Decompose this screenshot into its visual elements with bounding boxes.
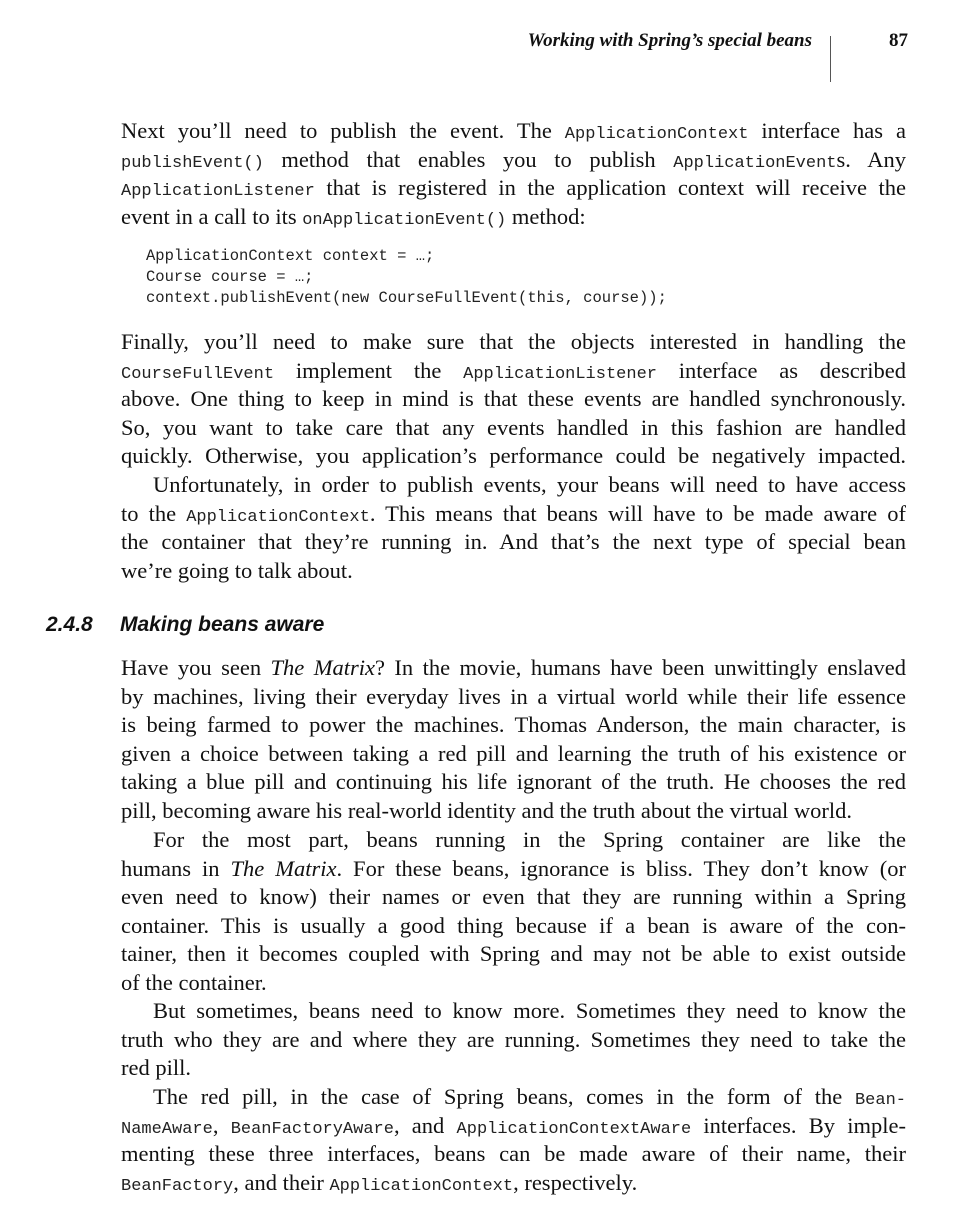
text-run: . For these beans, ignorance is bliss. They don’t know (or bbox=[336, 855, 906, 881]
text-run: interface as described bbox=[656, 357, 906, 383]
paragraph-listener bbox=[121, 328, 906, 471]
code-term: ApplicationListener bbox=[463, 364, 657, 384]
code-term: ApplicationContext bbox=[329, 1176, 514, 1196]
text-line: given a choice between taking a red pill and learning the truth of his existence or bbox=[121, 740, 906, 766]
text-line: tainer, then it becomes coupled with Spring and may not be able to exist outside bbox=[121, 941, 906, 967]
text-line: So, you want to take care that any events handled in this fashion are handled bbox=[121, 414, 906, 440]
text-run: , respectively. bbox=[513, 1169, 638, 1195]
text-line: Unfortunately, in order to publish events, your beans will need to have access bbox=[153, 472, 906, 497]
header-divider bbox=[830, 36, 831, 82]
text-line bbox=[121, 1169, 906, 1198]
text-run: . This means that beans will have to be made aware of bbox=[369, 500, 906, 526]
paragraph-publish-event bbox=[121, 117, 906, 231]
text-line: the container that they’re running in. And that’s the next type of special bean bbox=[121, 529, 906, 555]
text-line: of the container. bbox=[121, 969, 267, 995]
text-line: even need to know) their names or even that they are running within a Spring bbox=[121, 884, 906, 910]
text-run: ? In the movie, humans have been unwittingly enslaved bbox=[374, 655, 906, 680]
text-run: that is registered in the application context will receive the bbox=[314, 175, 906, 201]
text-run: , and bbox=[393, 1112, 457, 1138]
text-line: taking a blue pill and continuing his life ignorant of the truth. He chooses the red bbox=[121, 769, 906, 795]
text-run: implement the bbox=[274, 357, 464, 383]
text-run: method that enables you to publish bbox=[263, 146, 674, 172]
text-line: But sometimes, beans need to know more. Sometimes they need to know the bbox=[153, 998, 906, 1023]
code-term: BeanFactory bbox=[121, 1176, 234, 1196]
paragraph-unfortunately bbox=[121, 471, 906, 585]
code-line: Course course = …; bbox=[146, 268, 314, 286]
text-run: s. Any bbox=[836, 146, 906, 172]
code-term: Bean- bbox=[854, 1091, 906, 1110]
text-line: red pill. bbox=[121, 1055, 191, 1081]
text-run: Have you seen bbox=[121, 655, 271, 680]
text-line bbox=[121, 654, 906, 683]
text-line: Finally, you’ll need to make sure that the objects interested in handling the bbox=[121, 329, 906, 354]
text-line: above. One thing to keep in mind is that these events are handled synchronously. bbox=[121, 386, 906, 412]
running-title: Working with Spring’s special beans bbox=[527, 30, 812, 51]
code-term: BeanFactoryAware bbox=[230, 1119, 394, 1139]
text-line: by machines, living their everyday lives in a virtual world while their life essence bbox=[121, 683, 906, 709]
text-line bbox=[121, 357, 906, 386]
text-line bbox=[121, 500, 906, 529]
code-term: ApplicationEvent bbox=[673, 153, 837, 173]
paragraph-beans-ignorance bbox=[121, 826, 906, 998]
paragraph-matrix bbox=[121, 654, 906, 826]
code-term: NameAware bbox=[121, 1119, 213, 1139]
section-number: 2.4.8 bbox=[46, 613, 93, 636]
text-line: is being farmed to power the machines. Thomas Anderson, the main character, is bbox=[121, 712, 906, 738]
code-term: CourseFullEvent bbox=[121, 364, 275, 384]
text-run: Next you’ll need to publish the event. The bbox=[121, 118, 565, 143]
text-run: interfaces. By imple- bbox=[691, 1112, 906, 1138]
text-line: we’re going to talk about. bbox=[121, 557, 353, 583]
film-title: The Matrix bbox=[230, 855, 337, 881]
text-line bbox=[121, 117, 906, 146]
text-line bbox=[121, 174, 906, 203]
page-number: 87 bbox=[889, 30, 908, 51]
text-line: quickly. Otherwise, you application’s performance could be negatively impacted. bbox=[121, 443, 906, 469]
text-run: to the bbox=[121, 500, 187, 526]
code-line: context.publishEvent(new CourseFullEvent(this, course)); bbox=[146, 289, 667, 307]
text-run: event in a call to its bbox=[121, 203, 303, 229]
code-line: ApplicationContext context = …; bbox=[146, 247, 435, 265]
code-term: ApplicationListener bbox=[121, 182, 315, 202]
text-run: method: bbox=[506, 203, 586, 229]
section-heading bbox=[46, 613, 324, 637]
text-line: menting these three interfaces, beans can be made aware of their name, their bbox=[121, 1141, 906, 1167]
text-run: , and their bbox=[233, 1169, 330, 1195]
text-run: , bbox=[212, 1112, 231, 1138]
text-line bbox=[121, 203, 906, 232]
code-term: onApplicationEvent() bbox=[302, 210, 507, 230]
code-term: ApplicationContextAware bbox=[456, 1119, 692, 1139]
film-title: The Matrix bbox=[270, 655, 375, 680]
text-line bbox=[121, 1112, 906, 1141]
text-line: pill, becoming aware his real-world identity and the truth about the virtual world. bbox=[121, 797, 853, 823]
section-title: Making beans aware bbox=[120, 613, 325, 636]
code-listing bbox=[146, 246, 667, 309]
text-line bbox=[121, 1083, 906, 1112]
text-run: interface has a bbox=[748, 118, 906, 143]
text-line: truth who they are and where they are running. Sometimes they need to take the bbox=[121, 1026, 906, 1052]
code-term: publishEvent() bbox=[121, 153, 264, 173]
text-line bbox=[121, 146, 906, 175]
paragraph-red-pill bbox=[121, 1083, 906, 1197]
text-run: The red pill, in the case of Spring beans, comes in the form of the bbox=[153, 1084, 855, 1109]
code-term: ApplicationContext bbox=[186, 507, 370, 527]
text-line: container. This is usually a good thing because if a bean is aware of the con- bbox=[121, 912, 906, 938]
text-run: humans in bbox=[121, 855, 231, 881]
text-line bbox=[121, 855, 906, 884]
paragraph-sometimes bbox=[121, 997, 906, 1083]
code-term: ApplicationContext bbox=[564, 125, 749, 144]
text-line: For the most part, beans running in the Spring container are like the bbox=[153, 827, 906, 852]
